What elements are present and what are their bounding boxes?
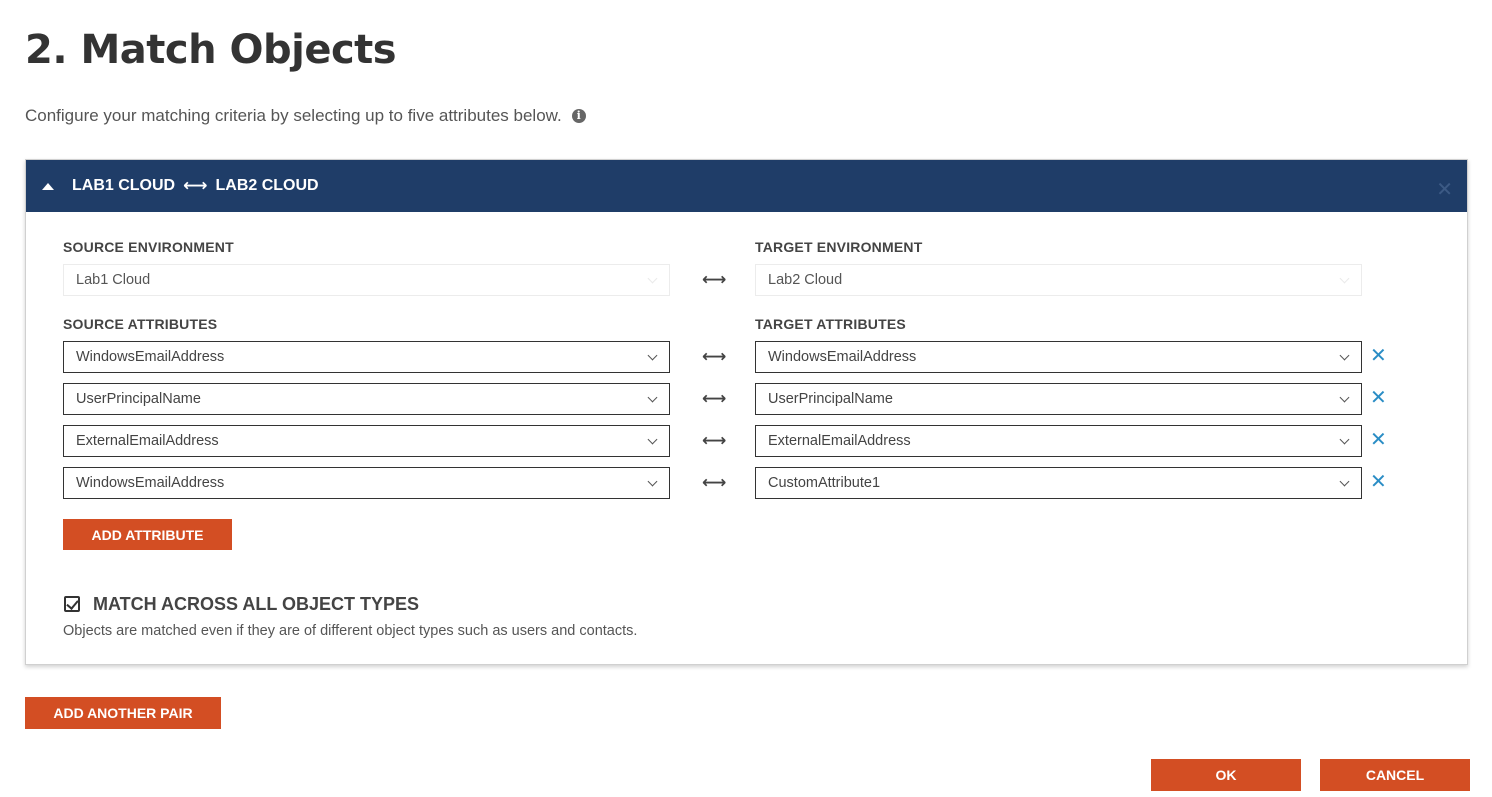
- chevron-down-icon: [648, 393, 658, 403]
- source-attribute-select[interactable]: [63, 341, 670, 373]
- source-attributes-label: SOURCE ATTRIBUTES: [63, 316, 218, 332]
- swap-arrow-icon: ⟷: [702, 431, 727, 450]
- target-attribute-value: CustomAttribute1: [768, 475, 881, 491]
- chevron-down-icon: [648, 274, 658, 284]
- source-attribute-select[interactable]: [63, 383, 670, 415]
- chevron-down-icon: [1340, 351, 1350, 361]
- target-environment-select: [755, 264, 1362, 296]
- swap-arrow-icon: ⟷: [702, 473, 727, 492]
- pair-source-name: LAB1 CLOUD: [72, 177, 176, 194]
- chevron-down-icon: [648, 477, 658, 487]
- target-attribute-select[interactable]: [755, 341, 1362, 373]
- remove-attribute-icon[interactable]: ✕: [1370, 387, 1387, 409]
- target-attribute-value: UserPrincipalName: [768, 391, 893, 407]
- source-attribute-value: WindowsEmailAddress: [76, 349, 225, 365]
- source-attribute-value: WindowsEmailAddress: [76, 475, 225, 491]
- close-pair-icon[interactable]: ✕: [1436, 179, 1453, 201]
- source-attribute-value: UserPrincipalName: [76, 391, 201, 407]
- swap-arrow-icon: ⟷: [702, 389, 727, 408]
- subtitle-text: Configure your matching criteria by selecting up to five attributes below.: [25, 106, 562, 125]
- target-attributes-label: TARGET ATTRIBUTES: [755, 316, 906, 332]
- collapse-caret-icon[interactable]: [42, 183, 54, 190]
- target-attribute-value: ExternalEmailAddress: [768, 433, 911, 449]
- add-attribute-button[interactable]: ADD ATTRIBUTE: [63, 519, 232, 550]
- match-all-checkbox[interactable]: [64, 596, 80, 612]
- info-icon[interactable]: i: [572, 109, 586, 123]
- pair-header[interactable]: [26, 160, 1467, 212]
- page-subtitle: [25, 104, 586, 128]
- chevron-down-icon: [1340, 393, 1350, 403]
- target-attribute-select[interactable]: [755, 383, 1362, 415]
- chevron-down-icon: [1340, 435, 1350, 445]
- remove-attribute-icon[interactable]: ✕: [1370, 471, 1387, 493]
- cancel-button[interactable]: CANCEL: [1320, 759, 1470, 791]
- target-environment-label: TARGET ENVIRONMENT: [755, 239, 923, 255]
- match-pair-card: [25, 159, 1468, 665]
- remove-attribute-icon[interactable]: ✕: [1370, 429, 1387, 451]
- source-attribute-select[interactable]: [63, 467, 670, 499]
- chevron-down-icon: [1340, 477, 1350, 487]
- match-all-description: Objects are matched even if they are of different object types such as users and contacts.: [63, 623, 638, 639]
- swap-arrow-icon: ⟷: [183, 176, 208, 195]
- target-attribute-select[interactable]: [755, 467, 1362, 499]
- source-environment-value: Lab1 Cloud: [76, 272, 151, 288]
- chevron-down-icon: [648, 351, 658, 361]
- source-attribute-select[interactable]: [63, 425, 670, 457]
- source-environment-select: [63, 264, 670, 296]
- pair-title: [72, 176, 319, 196]
- target-environment-value: Lab2 Cloud: [768, 272, 843, 288]
- target-attribute-select[interactable]: [755, 425, 1362, 457]
- target-attribute-value: WindowsEmailAddress: [768, 349, 917, 365]
- ok-button[interactable]: OK: [1151, 759, 1301, 791]
- chevron-down-icon: [648, 435, 658, 445]
- add-another-pair-button[interactable]: ADD ANOTHER PAIR: [25, 697, 221, 729]
- page-title: 2. Match Objects: [25, 27, 397, 73]
- match-all-label[interactable]: MATCH ACROSS ALL OBJECT TYPES: [93, 594, 420, 614]
- pair-target-name: LAB2 CLOUD: [215, 177, 319, 194]
- swap-arrow-icon: ⟷: [702, 270, 727, 289]
- source-environment-label: SOURCE ENVIRONMENT: [63, 239, 234, 255]
- remove-attribute-icon[interactable]: ✕: [1370, 345, 1387, 367]
- swap-arrow-icon: ⟷: [702, 347, 727, 366]
- chevron-down-icon: [1340, 274, 1350, 284]
- source-attribute-value: ExternalEmailAddress: [76, 433, 219, 449]
